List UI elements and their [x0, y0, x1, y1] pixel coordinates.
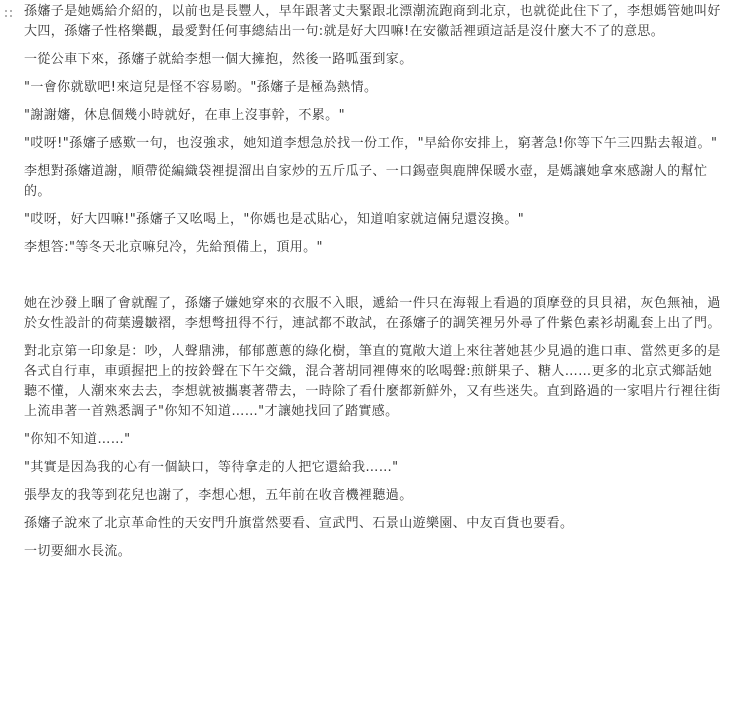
- paragraph-13: 張學友的我等到花兒也謝了，李想心想，五年前在收音機裡聽過。: [24, 488, 413, 503]
- paragraph-8: 李想答:"等冬天北京嘛兒冷，先給預備上，頂用。": [24, 240, 323, 255]
- paragraph-4: "謝謝嬸，休息個幾小時就好，在車上沒事幹，不累。": [24, 108, 345, 123]
- paragraph-11: "你知不知道……": [24, 432, 131, 447]
- paragraph-2: 一從公車下來，孫嬸子就給李想一個大擁抱，然後一路呱蛋到家。: [24, 52, 413, 67]
- paragraph-10: 對北京第一印象是：吵，人聲鼎沸，郁郁蔥蔥的綠化樹，筆直的寬敞大道上來往著她甚少見過的進口車、當然更多的是各式自行車，車頭握把上的按鈴聲在下午交織，混合著胡同裡傳來的吆喝聲:煎餅果子、糖人……更多的北京式鄉話她聽不懂，人潮來來去去，李想就被攜裹著帶去，一時除了看什麼都新鮮外，又有些迷失。直到路過的一家唱片行裡往街上流串著一首熟悉調子"你知不知道……"才讓她找回了踏實感。: [24, 344, 721, 419]
- paragraph-5: "哎呀!"孫嬸子感歎一句，也沒強求，她知道李想急於找一份工作，"早給你安排上，窮著急!你等下午三四點去報道。": [24, 136, 718, 151]
- paragraph-14: 孫嬸子說來了北京革命性的天安門升旗當然要看、宣武門、石景山遊樂園、中友百貨也要看。: [24, 516, 574, 531]
- paragraph-15: 一切要細水長流。: [24, 544, 132, 559]
- paragraph-12: "其實是因為我的心有一個缺口，等待拿走的人把它還給我……": [24, 460, 399, 475]
- paragraph-6: 李想對孫嬸道謝，順帶從編織袋裡提溜出自家炒的五斤瓜子、一口錫壺與鹿牌保暖水壺，是媽讓她拿來感謝人的幫忙的。: [24, 164, 708, 199]
- paragraph-9: 她在沙發上睏了會就醒了，孫嬸子嫌她穿來的衣服不入眼，遞給一件只在海報上看過的頂摩登的貝貝裙，灰色無袖，過於女性設計的荷葉邊皺褶，李想彆扭得不行，連試都不敢試，在孫嬸子的調笑裡另外尋了件紫色素衫胡亂套上出了門。: [24, 296, 721, 331]
- paragraph-1: 孫嬸子是她媽給介紹的，以前也是長豐人，早年跟著丈夫緊跟北漂潮流跑商到北京，也就從此住下了，李想媽管她叫好大四，孫嬸子性格樂觀，最愛對任何事總結出一句:就是好大四嘛!在安徽話裡頭這話是沒什麼大不了的意思。: [24, 4, 721, 39]
- paragraph-3: "一會你就歇吧!來這兒是怪不容易喲。"孫嬸子是極為熱情。: [24, 80, 378, 95]
- paragraph-7: "哎呀，好大四嘛!"孫嬸子又吆喝上，"你媽也是忒貼心，知道咱家就這倆兒還沒換。": [24, 212, 525, 227]
- drag-handle-icon[interactable]: [5, 10, 15, 22]
- document-body: [24, 2, 724, 562]
